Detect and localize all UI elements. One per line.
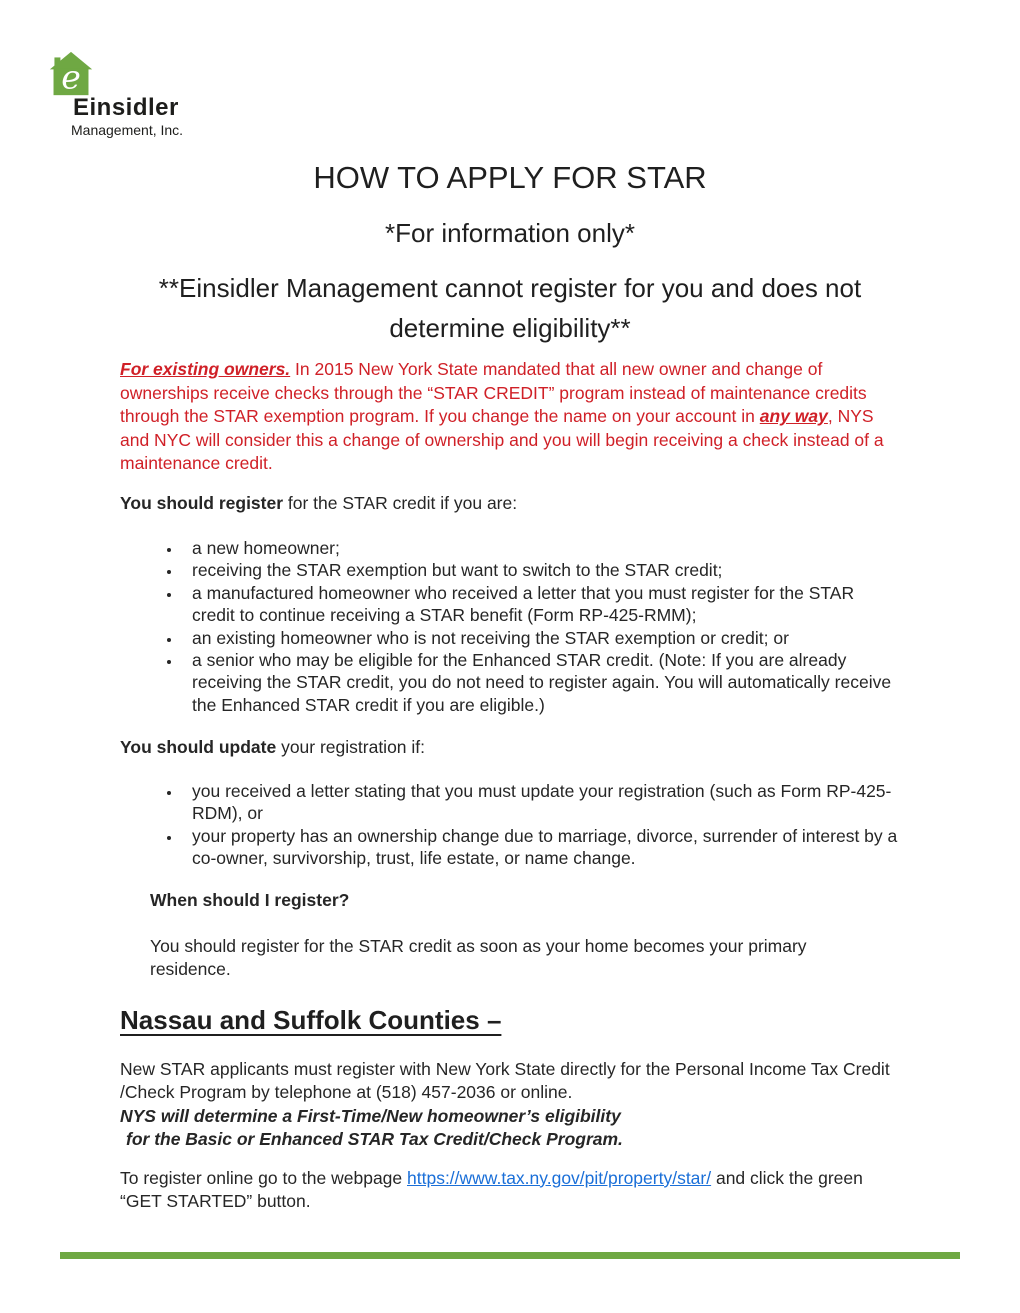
existing-owners-body-2: , NYS and NYC will consider this a change of ownership and you will begin receiving a check instead of a maintenance credit. bbox=[120, 406, 884, 473]
star-registration-link[interactable]: https://www.tax.ny.gov/pit/property/star/ bbox=[407, 1167, 712, 1188]
register-bullet-list bbox=[120, 537, 900, 716]
update-bullet-list bbox=[120, 780, 900, 870]
page-disclaimer: **Einsidler Management cannot register for you and does not determine eligibility** bbox=[158, 273, 862, 343]
when-register-block bbox=[120, 889, 900, 982]
list-item: • a senior who may be eligible for the Enhanced STAR credit. (Note: If you are already receiving the STAR credit, you do not need to register again. You will automatically receive the Enhanced STAR credit if you are eligible.) bbox=[182, 649, 900, 716]
update-section-lead bbox=[120, 736, 900, 760]
update-lead-rest: your registration if: bbox=[276, 737, 426, 758]
svg-text:e: e bbox=[61, 57, 81, 97]
register-online-paragraph bbox=[120, 1167, 900, 1214]
counties-paragraph: New STAR applicants must register with New York State directly for the Personal Income Tax Credit /Check Program by telephone at (518) 457-2036 or online. bbox=[120, 1058, 890, 1103]
page-title: HOW TO APPLY FOR STAR bbox=[313, 160, 707, 195]
page-subtitle: *For information only* bbox=[385, 218, 635, 248]
footer-green-bar bbox=[60, 1252, 960, 1259]
when-register-body: You should register for the STAR credit as soon as your home becomes your primary residence. bbox=[150, 935, 807, 980]
register-online-pre: To register online go to the webpage bbox=[120, 1167, 407, 1188]
list-item: • you received a letter stating that you must update your registration (such as Form RP-425-RDM), or bbox=[182, 780, 900, 825]
existing-owners-paragraph bbox=[120, 358, 900, 476]
when-register-heading: When should I register? bbox=[150, 890, 350, 911]
list-item: • a manufactured homeowner who received a letter that you must register for the STAR credit to continue receiving a STAR benefit (Form RP-425-RMM); bbox=[182, 582, 900, 627]
logo-company-name: Einsidler bbox=[73, 94, 179, 121]
nys-determines-line-1: NYS will determine a First-Time/New homeowner’s eligibility bbox=[120, 1105, 621, 1126]
green-house-icon bbox=[48, 50, 94, 98]
list-item: • a new homeowner; bbox=[182, 537, 900, 559]
list-item: • receiving the STAR exemption but want to switch to the STAR credit; bbox=[182, 559, 900, 581]
existing-owners-emphasis: any way bbox=[759, 406, 828, 426]
existing-owners-lead: For existing owners. bbox=[120, 359, 291, 379]
counties-section-heading: Nassau and Suffolk Counties – bbox=[120, 1004, 502, 1035]
logo-company-subname: Management, Inc. bbox=[71, 122, 184, 138]
einsidler-logo bbox=[48, 50, 268, 145]
register-lead-bold: You should register bbox=[120, 492, 284, 513]
list-item: • an existing homeowner who is not receiving the STAR exemption or credit; or bbox=[182, 627, 900, 649]
register-online-post: and click the green “GET STARTED” button. bbox=[120, 1167, 863, 1212]
register-section-lead bbox=[120, 492, 900, 516]
existing-owners-body-1: In 2015 New York State mandated that all new owner and change of ownerships receive checks through the “STAR CREDIT” program instead of maintenance credits through the STAR exemption program. If you change the name on your account in bbox=[120, 359, 867, 426]
update-lead-bold: You should update bbox=[120, 737, 277, 758]
register-lead-rest: for the STAR credit if you are: bbox=[283, 492, 518, 513]
nys-determines-line-2: for the Basic or Enhanced STAR Tax Credit/Check Program. bbox=[126, 1129, 623, 1150]
list-item: • your property has an ownership change due to marriage, divorce, surrender of interest by a co-owner, survivorship, trust, life estate, or name change. bbox=[182, 825, 900, 870]
